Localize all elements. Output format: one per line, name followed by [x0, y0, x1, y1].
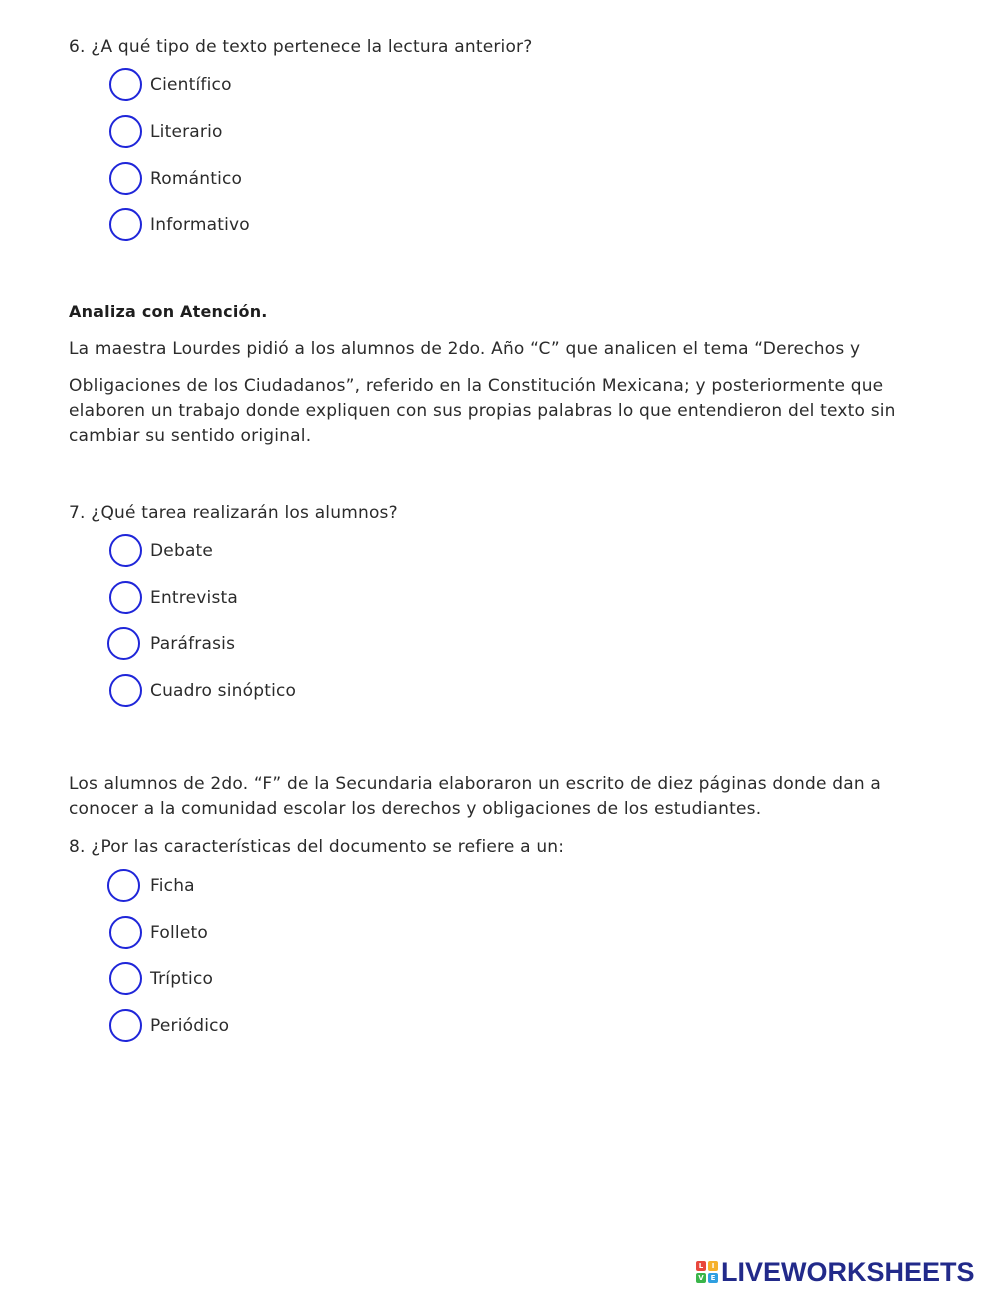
q7-option-2-radio[interactable]: [109, 581, 142, 614]
analysis-paragraph-line-2: Obligaciones de los Ciudadanos”, referido en la Constitución Mexicana; y posteriormente que: [69, 376, 884, 396]
q7-option-1-label: Debate: [150, 541, 214, 561]
q6-option-1-radio[interactable]: [109, 68, 142, 101]
q8-option-1-label: Ficha: [150, 876, 195, 896]
analysis-paragraph-line-4: cambiar su sentido original.: [69, 426, 312, 446]
q6-option-3-radio[interactable]: [109, 162, 142, 195]
logo-square-e: E: [708, 1273, 718, 1283]
q7-option-3-label: Paráfrasis: [150, 634, 236, 654]
q8-option-4-label: Periódico: [150, 1016, 230, 1036]
liveworksheets-logo: [696, 1257, 975, 1287]
logo-text: LIVEWORKSHEETS: [721, 1256, 975, 1287]
logo-grid-icon: [696, 1261, 718, 1283]
logo-square-l: L: [696, 1261, 706, 1271]
q6-option-3-label: Romántico: [150, 169, 243, 189]
analysis-paragraph-line-3: elaboren un trabajo donde expliquen con sus propias palabras lo que entendieron del texto sin: [69, 401, 896, 421]
q7-option-3-radio[interactable]: [107, 627, 140, 660]
q7-option-1-radio[interactable]: [109, 534, 142, 567]
analysis-heading: Analiza con Atención.: [69, 302, 268, 321]
q7-option-2-label: Entrevista: [150, 588, 238, 608]
context-paragraph-line-2: conocer a la comunidad escolar los derechos y obligaciones de los estudiantes.: [69, 799, 762, 819]
q6-option-2-label: Literario: [150, 122, 223, 142]
q8-option-2-label: Folleto: [150, 923, 208, 943]
q6-option-4-label: Informativo: [150, 215, 250, 235]
question-6-text: 6. ¿A qué tipo de texto pertenece la lectura anterior?: [69, 37, 533, 57]
q8-option-2-radio[interactable]: [109, 916, 142, 949]
q7-option-4-radio[interactable]: [109, 674, 142, 707]
question-7-text: 7. ¿Qué tarea realizarán los alumnos?: [69, 503, 398, 523]
context-paragraph-line-1: Los alumnos de 2do. “F” de la Secundaria elaboraron un escrito de diez páginas donde dan a: [69, 774, 882, 794]
q7-option-4-label: Cuadro sinóptico: [150, 681, 297, 701]
q6-option-2-radio[interactable]: [109, 115, 142, 148]
q6-option-1-label: Científico: [150, 75, 232, 95]
q8-option-3-radio[interactable]: [109, 962, 142, 995]
logo-square-i: I: [708, 1261, 718, 1271]
logo-square-v: V: [696, 1273, 706, 1283]
q8-option-3-label: Tríptico: [150, 969, 214, 989]
question-8-text: 8. ¿Por las características del documento se refiere a un:: [69, 837, 565, 857]
q6-option-4-radio[interactable]: [109, 208, 142, 241]
q8-option-4-radio[interactable]: [109, 1009, 142, 1042]
q8-option-1-radio[interactable]: [107, 869, 140, 902]
analysis-paragraph-line-1: La maestra Lourdes pidió a los alumnos de 2do. Año “C” que analicen el tema “Derechos y: [69, 339, 861, 359]
